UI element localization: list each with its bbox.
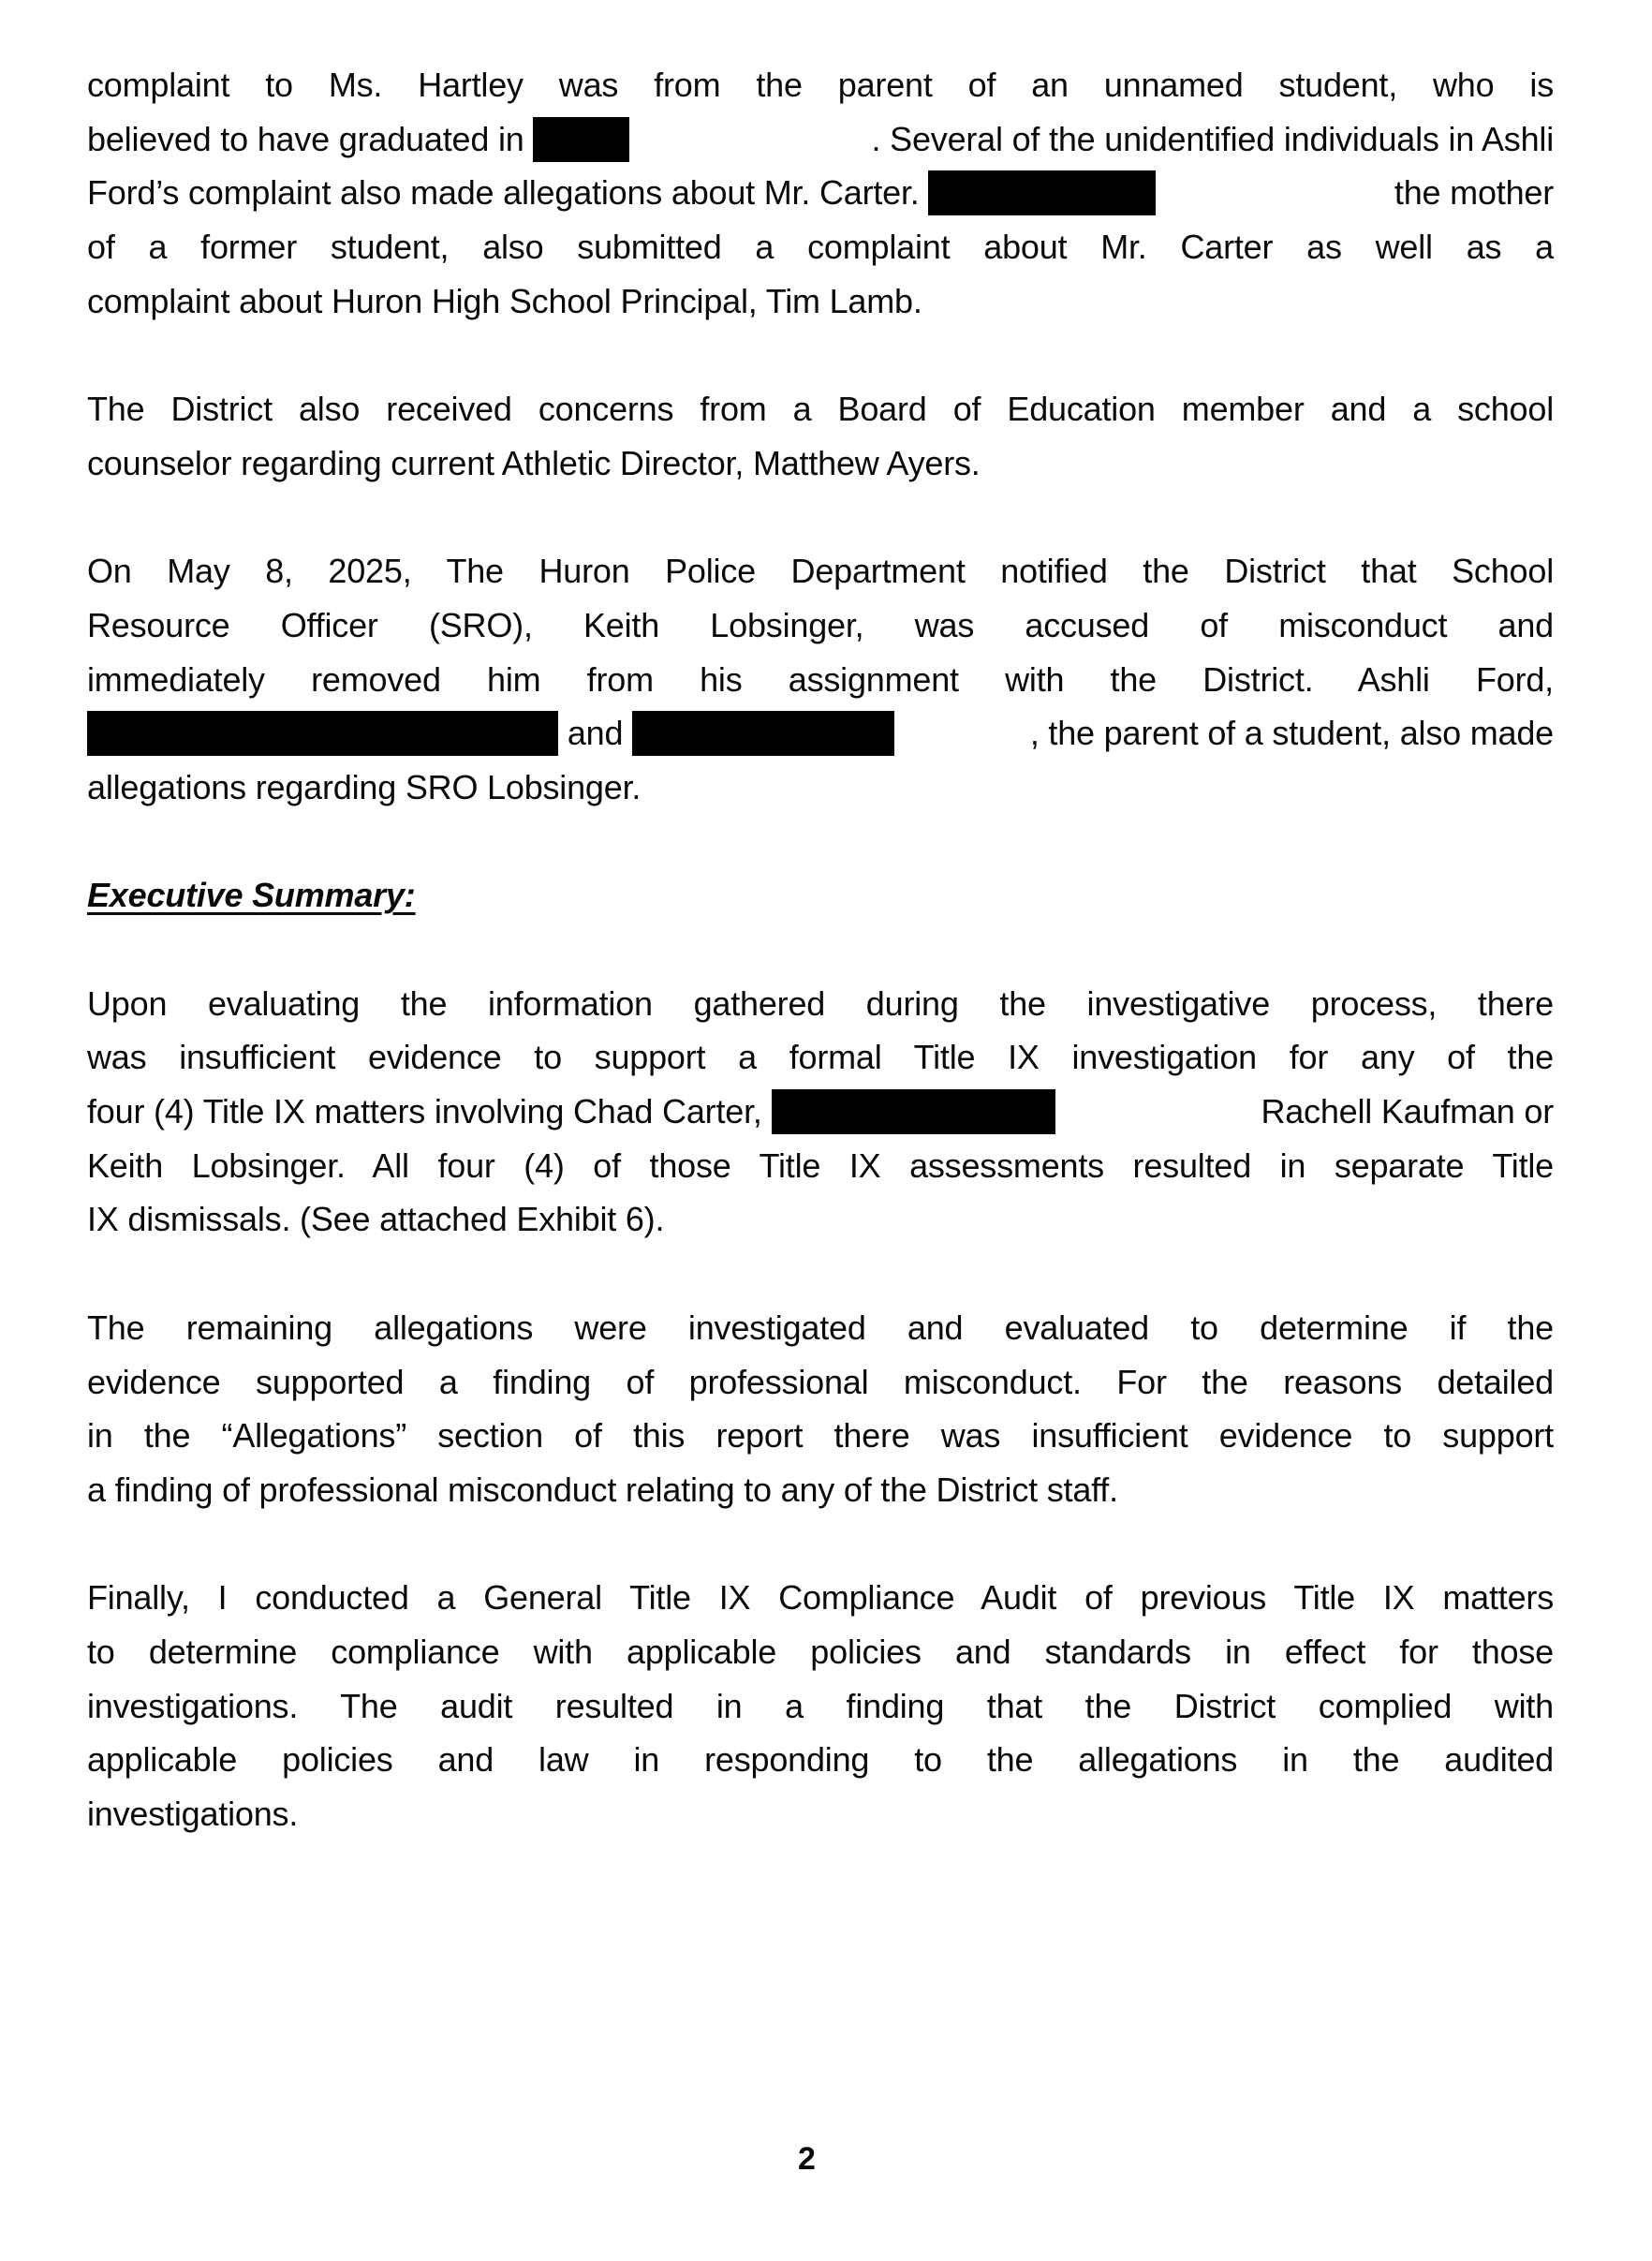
text-line: complaint to Ms. Hartley was from the parent of an unnamed student, who is [87,66,1554,104]
text-segment: Rachell Kaufman or [1261,1092,1554,1131]
text-line: in the “Allegations” section of this report there was insufficient evidence to support [87,1416,1554,1456]
text-line: The District also received concerns from a Board of Education member and a school [87,390,1554,429]
paragraph-complaints-carter [87,58,1554,328]
redaction-box [928,170,1156,215]
heading-text: Executive Summary: [87,876,416,915]
text-line: complaint about Huron High School Principal, Tim Lamb. [87,281,922,320]
text-segment: the mother [1394,173,1554,213]
paragraph-sro-lobsinger [87,544,1554,814]
text-line: counselor regarding current Athletic Director, Matthew Ayers. [87,443,981,482]
paragraph-remaining-allegations [87,1301,1554,1517]
text-line: applicable policies and law in responding to the allegations in the audited [87,1740,1554,1780]
text-line: On May 8, 2025, The Huron Police Department notified the District that School [87,552,1554,591]
text-segment: Ford’s complaint also made allegations about Mr. Carter. [87,173,920,213]
text-segment: . Several of the unidentified individuals in Ashli [871,119,1554,158]
redaction-box [87,711,558,756]
text-line [87,112,1554,167]
document-body [87,58,1554,1841]
text-line: Finally, I conducted a General Title IX Compliance Audit of previous Title IX matters [87,1578,1554,1618]
paragraph-compliance-audit [87,1571,1554,1840]
text-line: IX dismissals. (See attached Exhibit 6). [87,1200,665,1239]
blank-line [87,328,1554,382]
blank-line [87,923,1554,977]
text-line: allegations regarding SRO Lobsinger. [87,767,642,806]
redaction-box [772,1089,1055,1134]
text-segment: and [567,714,624,753]
blank-line [87,491,1554,545]
paragraph-title-ix-dismissals [87,977,1554,1247]
text-segment: four (4) Title IX matters involving Chad Carter, [87,1092,762,1131]
text-line: to determine compliance with applicable policies and standards in effect for those [87,1632,1554,1671]
section-heading-executive-summary [87,868,1554,923]
page-number: 2 [798,2141,816,2177]
text-line: of a former student, also submitted a complaint about Mr. Carter as well as a [87,228,1554,267]
text-line: Keith Lobsinger. All four (4) of those Title IX assessments resulted in separate Title [87,1145,1554,1185]
text-line: a finding of professional misconduct relating to any of the District staff. [87,1470,1118,1509]
redaction-box [632,711,894,756]
text-line: investigations. [87,1795,299,1833]
text-line [87,1085,1554,1139]
text-line [87,706,1554,761]
text-line: immediately removed him from his assignment with the District. Ashli Ford, [87,659,1554,699]
text-line: investigations. The audit resulted in a finding that the District complied with [87,1686,1554,1725]
blank-line [87,1247,1554,1301]
text-line: was insufficient evidence to support a formal Title IX investigation for any of the [87,1038,1554,1077]
text-segment: believed to have graduated in [87,119,524,158]
text-line: Resource Officer (SRO), Keith Lobsinger, was accused of misconduct and [87,605,1554,644]
text-line: evidence supported a finding of professional misconduct. For the reasons detailed [87,1362,1554,1401]
redaction-box [533,117,629,162]
text-line [87,166,1554,220]
blank-line [87,815,1554,869]
text-line: The remaining allegations were investigated and evaluated to determine if the [87,1308,1554,1347]
blank-line [87,1517,1554,1572]
text-line: Upon evaluating the information gathered during the investigative process, there [87,983,1554,1023]
paragraph-ayers-concerns [87,382,1554,490]
text-segment: , the parent of a student, also made [1029,714,1554,753]
